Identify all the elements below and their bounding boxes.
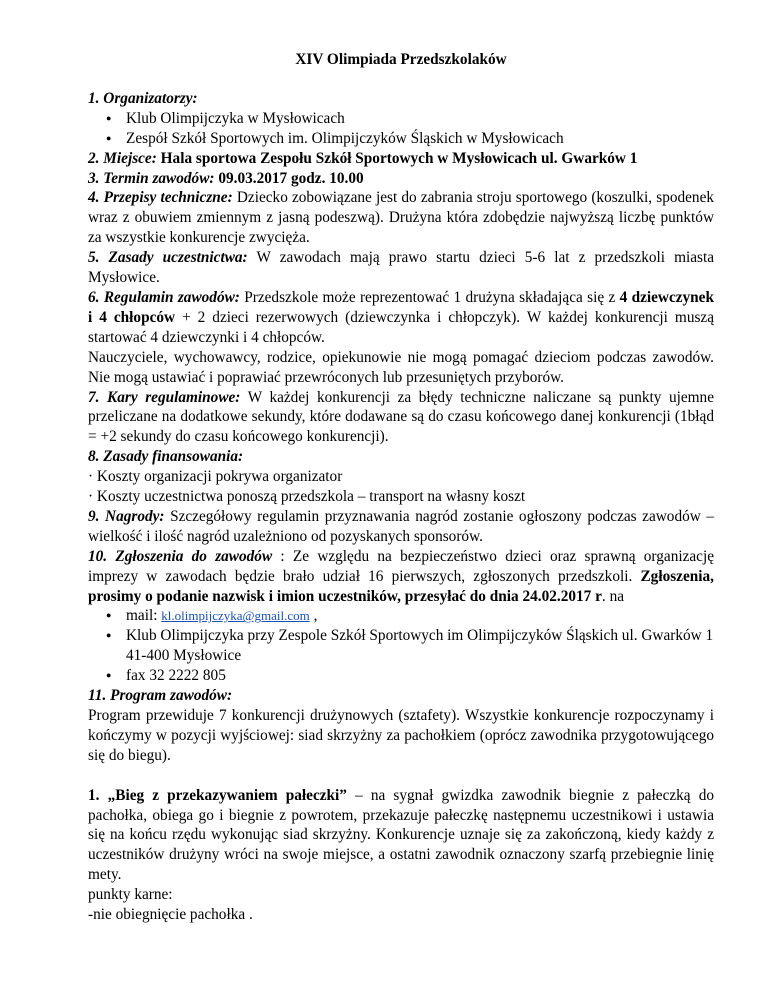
section-penalties: [88, 388, 714, 448]
section-heading: 1. Organizatorzy:: [88, 89, 198, 107]
section-regulations: [88, 288, 714, 348]
mail-suffix: ,: [313, 607, 318, 625]
document-page: [88, 50, 714, 925]
section-heading: 2. Miejsce:: [88, 149, 157, 167]
section-registration: [88, 547, 714, 686]
list-item-address: ● Klub Olimpijczyka przy Zespole Szkół Sportowych im Olimpijczyków Śląskich ul. Gwarków 1 41-400 Mysłowice: [88, 626, 714, 666]
section-program: [88, 686, 714, 766]
section-text: W zawodach mają prawo startu dzieci 5-6 lat z przedszkoli miasta Mysłowice.: [88, 249, 714, 287]
page-title: XIV Olimpiada Przedszkolaków: [295, 51, 507, 68]
competition-text: – na sygnał gwizdka zawodnik biegnie z pałeczką do pachołka, obiega go i biegnie z powrotem, przekazuje pałeczkę następnemu uczestnikowi i ustawia się na końcu rzędu wykonując siad skrzyżny. Konkurencje uznaje się za zakończoną, kiedy każdy z uczestników drużyny wróci na swoje miejsce, a ostatni zawodnik oznaczony szarfą przebiegnie linię mety.: [88, 786, 715, 884]
registration-deadline: Zgłoszenia, prosimy o podanie nazwisk i imion uczestników, przesyłać do dnia 24.02.2017 r: [88, 567, 714, 605]
mail-label: mail:: [126, 607, 158, 625]
section-text: + 2 dzieci rezerwowych (dziewczynka i chłopczyk). W każdej konkurencji muszą startować 4 dziewczynki i 4 chłopców.: [88, 308, 714, 346]
competition-1: [88, 786, 714, 925]
section-date: [88, 169, 714, 189]
section-heading: 4. Przepisy techniczne:: [88, 189, 233, 207]
section-heading: 5. Zasady uczestnictwa:: [88, 249, 248, 267]
section-financing: [88, 447, 714, 507]
list-item: ● Klub Olimpijczyka w Mysłowicach: [88, 109, 714, 129]
section-text: W każdej konkurencji za błędy techniczne naliczane są punkty ujemne przeliczane na dodatkowe sekundy, które dodawane są do czasu końcowego danej konkurencji (1błąd = +2 sekundy do czasu końcowego konkurencji).: [88, 388, 714, 446]
section-participation: [88, 248, 714, 288]
regulations-paragraph: Nauczyciele, wychowawcy, rodzice, opiekunowie nie mogą pomagać dzieciom podczas zawodów. Nie mogą ustawiać i poprawiać przewróconych lub przesuniętych przyborów.: [88, 348, 714, 386]
team-composition: 4 dziewczynek i 4 chłopców: [88, 288, 714, 326]
financing-line: · Koszty organizacji pokrywa organizator: [88, 468, 343, 486]
section-heading: 3. Termin zawodów:: [88, 169, 215, 187]
section-heading: 10. Zgłoszenia do zawodów: [88, 547, 273, 565]
section-text: Program przewiduje 7 konkurencji drużynowych (sztafety). Wszystkie konkurencje rozpoczynamy i kończymy w pozycji wyjściowej: siad skrzyżny za pachołkiem (oprócz zawodnika przygotowującego się do biegu).: [88, 707, 714, 764]
section-heading: 9. Nagrody:: [88, 507, 165, 525]
competition-title: 1. „Bieg z przekazywaniem pałeczki”: [88, 786, 347, 804]
list-item-fax: ● fax 32 2222 805: [88, 666, 714, 686]
section-text: . na: [601, 587, 625, 605]
date-value: 09.03.2017 godz. 10.00: [218, 169, 364, 187]
section-heading: 6. Regulamin zawodów:: [88, 288, 240, 306]
contact-list: [88, 606, 714, 686]
list-item-mail: [88, 606, 714, 626]
competition-paragraph: [88, 786, 714, 886]
section-venue: [88, 149, 714, 169]
financing-line: · Koszty uczestnictwa ponoszą przedszkola – transport na własny koszt: [88, 488, 526, 506]
section-heading: 11. Program zawodów:: [88, 687, 233, 705]
registration-paragraph: [88, 547, 714, 607]
penalties-label: punkty karne:: [88, 886, 173, 904]
section-organizers: [88, 89, 714, 149]
section-heading: 7. Kary regulaminowe:: [88, 388, 241, 406]
organizers-list: [88, 109, 714, 149]
section-heading: 8. Zasady finansowania:: [88, 448, 244, 466]
section-technical-rules: [88, 188, 714, 248]
venue-value: Hala sportowa Zespołu Szkół Sportowych w Mysłowicach ul. Gwarków 1: [160, 149, 638, 167]
section-text: Przedszkole może reprezentować 1 drużyna składająca się z: [244, 288, 616, 306]
spacer: [88, 766, 714, 786]
section-awards: [88, 507, 714, 547]
list-item: ● Zespół Szkół Sportowych im. Olimpijczyków Śląskich w Mysłowicach: [88, 129, 714, 149]
section-text: Szczegółowy regulamin przyznawania nagród zostanie ogłoszony podczas zawodów – wielkość i ilość nagród uzależniono od pozyskanych sponsorów.: [88, 507, 715, 545]
section-text: : Ze względu na bezpieczeństwo dzieci oraz sprawną organizację imprezy w zawodach będzie brało udział 16 pierwszych, zgłoszonych przedszkoli.: [88, 547, 714, 585]
email-link[interactable]: kl.olimpijczyka@gmail.com: [161, 608, 310, 624]
section-text: Dziecko zobowiązane jest do zabrania stroju sportowego (koszulki, spodenek wraz z obuwiem zmiennym z jasną podeszwą). Drużyna która zdobędzie najwyższą liczbę punktów za wszystkie konkurencje zwycięża.: [88, 189, 715, 247]
penalty-item: -nie obiegnięcie pachołka .: [88, 906, 253, 924]
